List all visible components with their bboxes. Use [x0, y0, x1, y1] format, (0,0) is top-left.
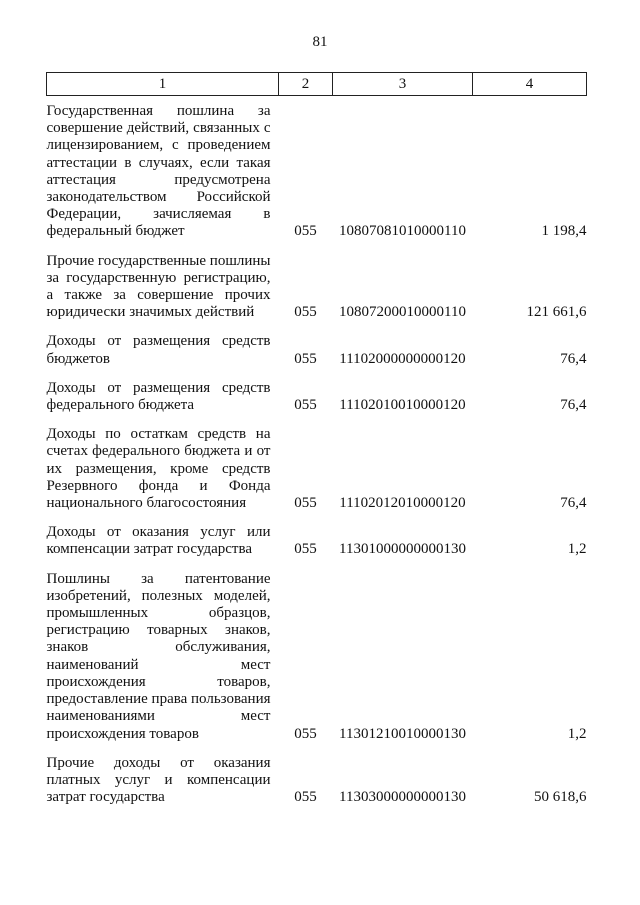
table-row: [47, 571, 587, 755]
row-description: Прочие государственные пошлины за государственную регистрацию, а также за совершение прочих юридически значимых действий: [46, 252, 271, 321]
row-classification-code: 11301000000000130: [339, 541, 466, 558]
budget-revenue-table: [46, 72, 587, 818]
column-header-2: 2: [279, 73, 333, 96]
row-description: Прочие доходы от оказания платных услуг и компенсации затрат государства: [46, 754, 271, 806]
table-row: [47, 333, 587, 379]
table-body: [47, 96, 587, 819]
row-description: Доходы по остаткам средств на счетах федерального бюджета и от их размещения, кроме средств Резервного фонда и Фонда национального благосостояния: [46, 426, 271, 512]
row-description: Пошлины за патентование изобретений, полезных моделей, промышленных образцов, регистрацию товарных знаков, знаков обслуживания, наименований мест происхождения товаров, предоставление права пользования наименованиями мест происхождения товаров: [46, 570, 271, 742]
column-header-3: 3: [333, 73, 473, 96]
row-chapter-code: 055: [294, 350, 317, 367]
row-amount: 76,4: [560, 397, 587, 414]
row-classification-code: 11102000000000120: [339, 350, 466, 367]
row-chapter-code: 055: [294, 541, 317, 558]
page-number: 81: [312, 34, 328, 50]
table-row: [47, 380, 587, 426]
row-chapter-code: 055: [294, 725, 317, 742]
row-amount: 121 661,6: [526, 304, 587, 321]
row-classification-code: 10807081010000110: [339, 223, 466, 240]
row-classification-code: 11301210010000130: [339, 725, 466, 742]
table-row: [47, 96, 587, 253]
row-chapter-code: 055: [294, 304, 317, 321]
row-amount: 50 618,6: [534, 789, 587, 806]
row-amount: 1 198,4: [541, 223, 587, 240]
row-description: Доходы от размещения средств бюджетов: [46, 333, 271, 367]
row-amount: 1,2: [567, 541, 587, 558]
row-amount: 76,4: [560, 350, 587, 367]
table-row: [47, 524, 587, 570]
table-row: [47, 755, 587, 819]
row-chapter-code: 055: [294, 397, 317, 414]
row-classification-code: 11102010010000120: [339, 397, 466, 414]
row-description: Доходы от размещения средств федерального бюджета: [46, 379, 271, 414]
row-classification-code: 11102012010000120: [339, 495, 466, 512]
row-amount: 1,2: [567, 725, 587, 742]
row-classification-code: 10807200010000110: [339, 304, 466, 321]
column-header-1: 1: [47, 73, 279, 96]
row-classification-code: 11303000000000130: [339, 789, 466, 806]
row-chapter-code: 055: [294, 495, 317, 512]
row-description: Доходы от оказания услуг или компенсации затрат государства: [46, 524, 271, 558]
column-header-4: 4: [473, 73, 587, 96]
header-row: [47, 73, 587, 96]
row-amount: 76,4: [560, 495, 587, 512]
row-description: Государственная пошлина за совершение действий, связанных с лицензированием, с проведением аттестации в случаях, если такая аттестация предусмотрена законодательством Российской Федерации, зачисляемая в федеральный бюджет: [46, 103, 271, 240]
table-row: [47, 253, 587, 334]
table-header: [47, 73, 587, 96]
row-chapter-code: 055: [294, 223, 317, 240]
table-row: [47, 426, 587, 524]
row-chapter-code: 055: [294, 789, 317, 806]
